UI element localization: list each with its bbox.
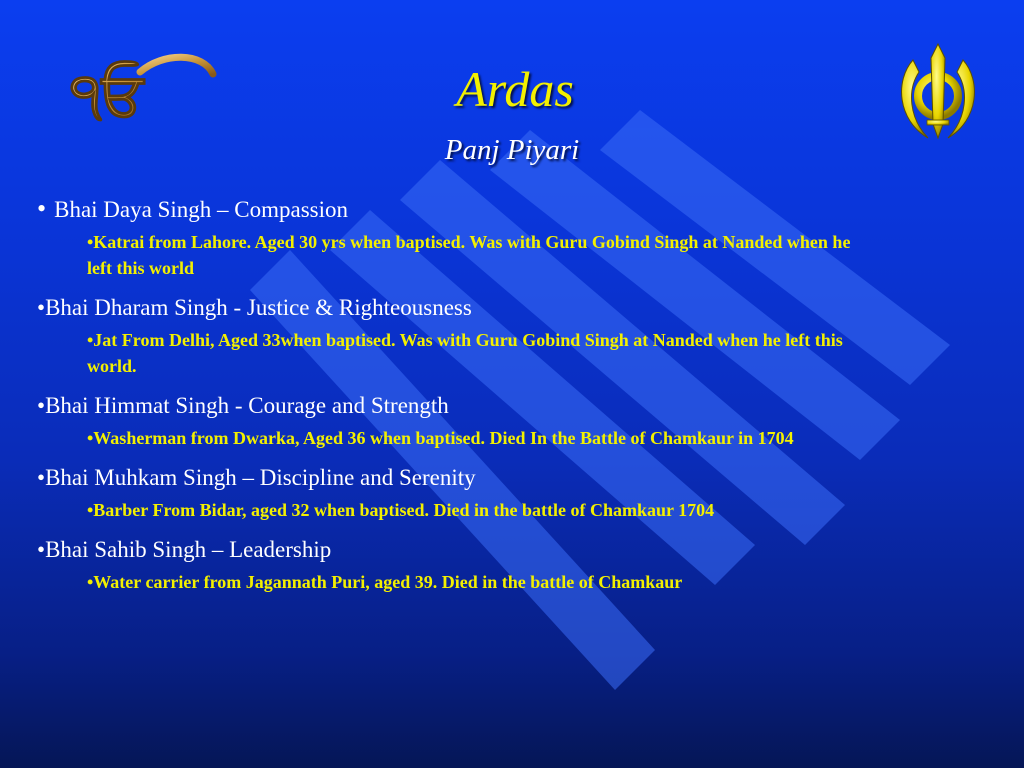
member-name [37,533,897,567]
member-name-text: Bhai Dharam Singh - Justice & Righteousness [45,295,472,320]
member-detail: •Katrai from Lahore. Aged 30 yrs when baptised. Was with Guru Gobind Singh at Nanded when he left this world [87,232,851,278]
member-name [37,461,897,495]
member-name-text: Bhai Himmat Singh - Courage and Strength [45,393,449,418]
member-name-text: Bhai Muhkam Singh – Discipline and Serenity [45,465,476,490]
member-item [37,291,897,379]
member-name [37,389,897,423]
bullet: • [37,295,46,320]
bullet: • [37,465,46,490]
member-item [37,533,897,595]
bullet: • [37,194,47,223]
member-item [37,192,897,281]
member-item [37,461,897,523]
member-name-text: Bhai Sahib Singh – Leadership [45,537,332,562]
member-name [37,192,897,227]
ik-onkar-glyph: ੧ਓ [70,60,144,128]
member-detail: •Jat From Delhi, Aged 33when baptised. Was with Guru Gobind Singh at Nanded when he left this world. [87,330,843,376]
member-name [37,291,897,325]
member-detail: •Washerman from Dwarka, Aged 36 when baptised. Died In the Battle of Chamkaur in 1704 [87,428,794,448]
bullet: • [37,393,46,418]
page-subtitle: Panj Piyari [444,134,580,166]
member-detail: •Barber From Bidar, aged 32 when baptised. Died in the battle of Chamkaur 1704 [87,500,715,520]
member-name-text: Bhai Daya Singh – Compassion [54,197,348,222]
members-list [37,192,897,605]
page-title: Ardas [456,61,574,117]
member-detail: •Water carrier from Jagannath Puri, aged 39. Died in the battle of Chamkaur [87,572,683,592]
member-item [37,389,897,451]
bullet: • [37,537,46,562]
